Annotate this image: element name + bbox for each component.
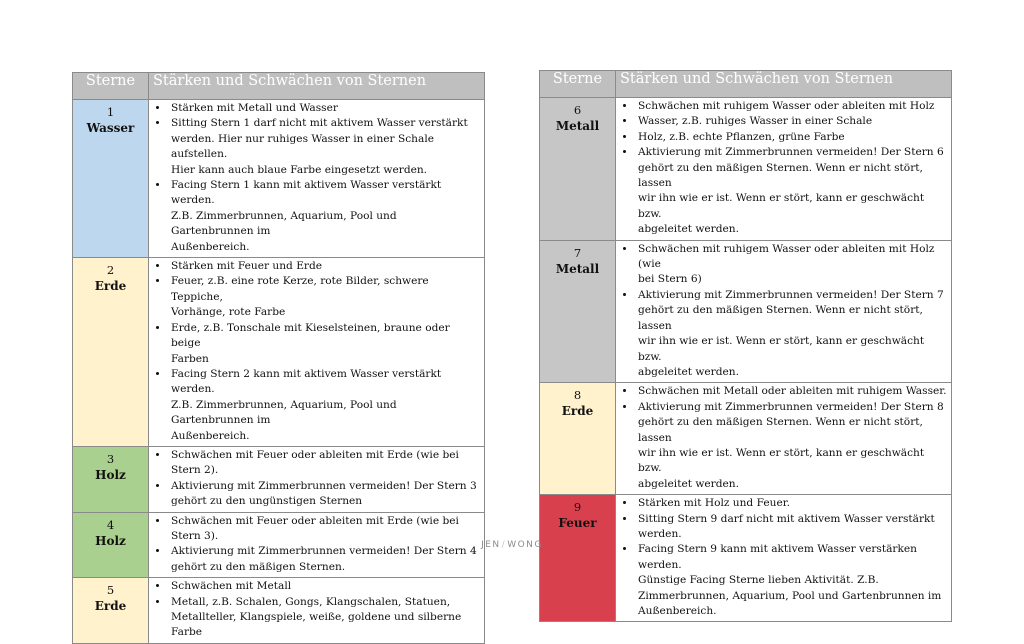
star-cell bbox=[540, 495, 616, 622]
list-item: • Schwächen mit ruhigem Wasser oder ableiten mit Holz bbox=[636, 99, 947, 114]
list-item: • Schwächen mit Metall bbox=[169, 579, 480, 594]
star-cell bbox=[73, 578, 149, 644]
star-number: 7 bbox=[573, 245, 582, 260]
star-element: Metall bbox=[555, 261, 600, 276]
star-number: 3 bbox=[106, 451, 115, 466]
star-number: 2 bbox=[106, 263, 115, 278]
header-staerken-schwaechen: Stärken und Schwächen von Sternen bbox=[616, 71, 952, 98]
list-item: • Schwächen mit ruhigem Wasser oder ableiten mit Holz (wie bei Stern 6) bbox=[636, 242, 947, 288]
list-item: • Aktivierung mit Zimmerbrunnen vermeiden! Der Stern 7 gehört zu den mäßigen Sternen. Wenn er nicht stört, lassen wir ihn wie er ist. Wenn er stört, kann er geschwächt bzw. abgeleitet werden. bbox=[636, 288, 947, 380]
list-item: • Facing Stern 2 kann mit aktivem Wasser verstärkt werden. Z.B. Zimmerbrunnen, Aquarium, Pool und Gartenbrunnen im Außenbereich. bbox=[169, 367, 480, 444]
description-cell bbox=[616, 240, 952, 383]
description-cell bbox=[616, 98, 952, 241]
list-item: • Metall, z.B. Schalen, Gongs, Klangschalen, Statuen, Metallteller, Klangspiele, weiße, goldene und silberne Farbe bbox=[169, 595, 480, 641]
list-item: • Aktivierung mit Zimmerbrunnen vermeiden! Der Stern 3 gehört zu den ungünstigen Sternen bbox=[169, 479, 480, 510]
header-sterne: Sterne bbox=[540, 71, 616, 98]
brand-logo-divider: / bbox=[501, 540, 507, 550]
description-cell bbox=[149, 100, 485, 258]
header-sterne: Sterne bbox=[73, 73, 149, 100]
list-item: • Facing Stern 9 kann mit aktivem Wasser verstärken werden. Günstige Facing Sterne lieben Aktivität. Z.B. Zimmerbrunnen, Aquarium, Pool und Gartenbrunnen im Außenbereich. bbox=[636, 542, 947, 619]
star-cell bbox=[73, 446, 149, 512]
star-element: Holz bbox=[95, 533, 126, 548]
header-staerken-schwaechen: Stärken und Schwächen von Sternen bbox=[149, 73, 485, 100]
description-cell bbox=[149, 258, 485, 447]
list-item: • Sitting Stern 9 darf nicht mit aktivem Wasser verstärkt werden. bbox=[636, 512, 947, 543]
list-item: • Sitting Stern 1 darf nicht mit aktivem Wasser verstärkt werden. Hier nur ruhiges Wasser in einer Schale aufstellen. Hier kann auch blaue Farbe eingesetzt werden. bbox=[169, 116, 480, 178]
table-row bbox=[540, 495, 952, 622]
star-number: 5 bbox=[106, 583, 115, 598]
brand-logo-right: WONG bbox=[507, 540, 543, 550]
list-item: • Schwächen mit Feuer oder ableiten mit Erde (wie bei Stern 3). bbox=[169, 514, 480, 545]
list-item: • Wasser, z.B. ruhiges Wasser in einer Schale bbox=[636, 114, 947, 129]
star-element: Wasser bbox=[86, 121, 135, 135]
star-cell bbox=[540, 383, 616, 495]
table-header-row bbox=[540, 71, 952, 98]
list-item: • Stärken mit Holz und Feuer. bbox=[636, 496, 947, 511]
star-element: Holz bbox=[95, 467, 126, 482]
table-row bbox=[540, 383, 952, 495]
list-item: • Aktivierung mit Zimmerbrunnen vermeiden! Der Stern 4 gehört zu den mäßigen Sternen. bbox=[169, 544, 480, 575]
star-element: Erde bbox=[94, 279, 127, 294]
list-item: • Schwächen mit Metall oder ableiten mit ruhigem Wasser. bbox=[636, 384, 947, 399]
description-cell bbox=[149, 578, 485, 644]
list-item: • Stärken mit Metall und Wasser bbox=[169, 101, 480, 116]
star-element: Metall bbox=[555, 119, 600, 133]
star-element: Erde bbox=[94, 599, 127, 614]
star-cell bbox=[73, 258, 149, 447]
star-cell bbox=[540, 240, 616, 383]
list-item: • Holz, z.B. echte Pflanzen, grüne Farbe bbox=[636, 130, 947, 145]
list-item: • Erde, z.B. Tonschale mit Kieselsteinen, braune oder beige Farben bbox=[169, 321, 480, 367]
list-item: • Stärken mit Feuer und Erde bbox=[169, 259, 480, 274]
brand-logo bbox=[0, 540, 1024, 550]
table-row bbox=[540, 240, 952, 383]
table-row bbox=[73, 446, 485, 512]
table-header-row bbox=[73, 73, 485, 100]
list-item: • Aktivierung mit Zimmerbrunnen vermeiden! Der Stern 8 gehört zu den mäßigen Sternen. Wenn er nicht stört, lassen wir ihn wie er ist. Wenn er stört, kann er geschwächt bzw. abgeleitet werden. bbox=[636, 400, 947, 492]
star-number: 4 bbox=[106, 517, 115, 532]
star-number: 9 bbox=[573, 500, 582, 515]
list-item: • Aktivierung mit Zimmerbrunnen vermeiden! Der Stern 6 gehört zu den mäßigen Sternen. Wenn er nicht stört, lassen wir ihn wie er ist. Wenn er stört, kann er geschwächt bzw. abgeleitet werden. bbox=[636, 145, 947, 237]
star-number: 8 bbox=[573, 388, 582, 403]
table-row bbox=[73, 258, 485, 447]
table-row bbox=[73, 578, 485, 644]
list-item: • Feuer, z.B. eine rote Kerze, rote Bilder, schwere Teppiche, Vorhänge, rote Farbe bbox=[169, 274, 480, 320]
list-item: • Schwächen mit Feuer oder ableiten mit Erde (wie bei Stern 2). bbox=[169, 448, 480, 479]
star-number: 1 bbox=[106, 105, 115, 119]
brand-logo-left: JEN bbox=[481, 540, 501, 550]
description-cell bbox=[616, 383, 952, 495]
list-item: • Facing Stern 1 kann mit aktivem Wasser verstärkt werden. Z.B. Zimmerbrunnen, Aquarium, Pool und Gartenbrunnen im Außenbereich. bbox=[169, 178, 480, 255]
description-cell bbox=[616, 495, 952, 622]
left-star-table bbox=[72, 72, 485, 644]
description-cell bbox=[149, 446, 485, 512]
star-number: 6 bbox=[573, 103, 582, 117]
star-cell bbox=[540, 98, 616, 241]
star-element: Erde bbox=[561, 404, 594, 419]
star-element: Feuer bbox=[558, 516, 597, 531]
table-row bbox=[540, 98, 952, 241]
star-cell bbox=[73, 100, 149, 258]
table-row bbox=[73, 100, 485, 258]
